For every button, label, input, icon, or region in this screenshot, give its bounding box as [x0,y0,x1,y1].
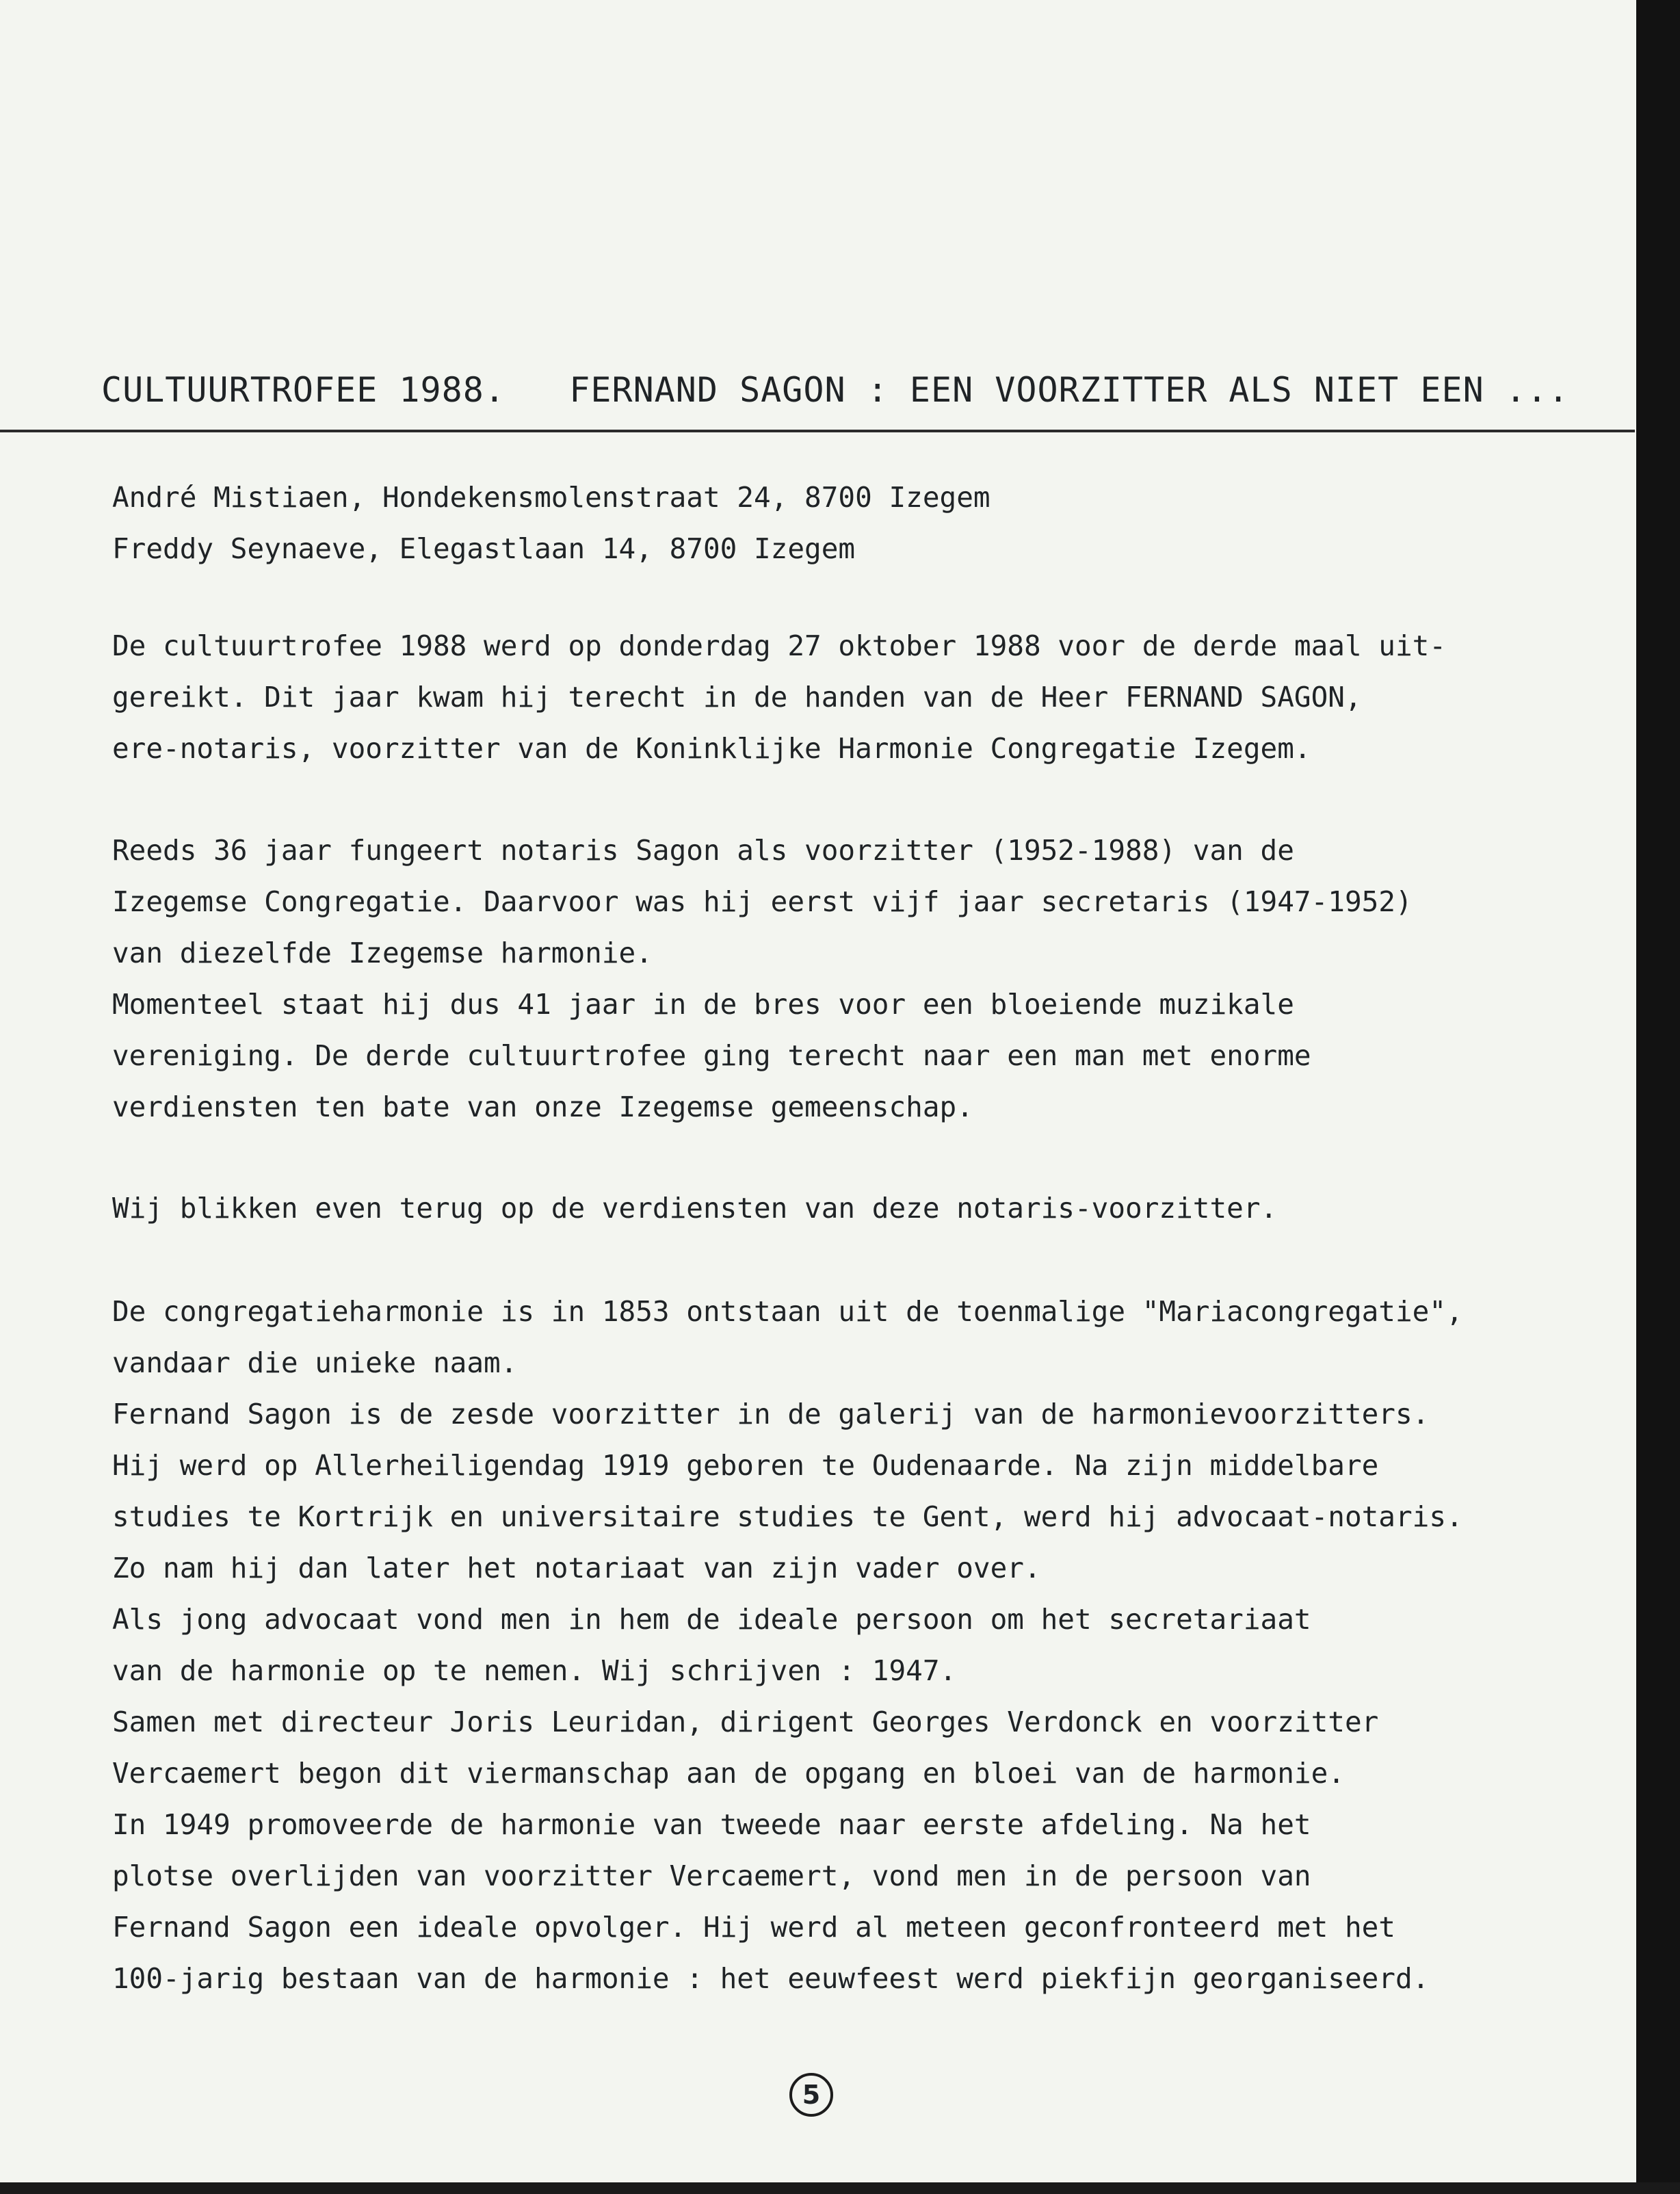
author-list [112,472,1617,575]
paragraph-lookback [112,1183,1624,1234]
text-line: verdiensten ten bate van onze Izegemse gemeenschap. [112,1091,973,1123]
title-divider [0,430,1635,432]
text-line: Samen met directeur Joris Leuridan, dirigent Georges Verdonck en voorzitter [112,1706,1379,1738]
text-line: Momenteel staat hij dus 41 jaar in de bres voor een bloeiende muzikale [112,988,1294,1021]
text-line: Reeds 36 jaar fungeert notaris Sagon als voorzitter (1952-1988) van de [112,834,1294,867]
author-line: Freddy Seynaeve, Elegastlaan 14, 8700 Izegem [112,532,856,565]
text-line: Fernand Sagon is de zesde voorzitter in de galerij van de harmonievoorzitters. [112,1398,1430,1431]
text-line: Wij blikken even terug op de verdiensten van deze notaris-voorzitter. [112,1192,1278,1225]
text-line: Vercaemert begon dit viermanschap aan de opgang en bloei van de harmonie. [112,1757,1345,1790]
text-line: De congregatieharmonie is in 1853 ontstaan uit de toenmalige "Mariacongregatie", [112,1295,1463,1328]
text-line: 100-jarig bestaan van de harmonie : het eeuwfeest werd piekfijn georganiseerd. [112,1962,1430,1995]
page-number-badge: 5 [789,2073,833,2117]
text-line: Hij werd op Allerheiligendag 1919 geboren te Oudenaarde. Na zijn middelbare [112,1449,1379,1482]
text-line: ere-notaris, voorzitter van de Koninklijke Harmonie Congregatie Izegem. [112,732,1311,765]
author-line: André Mistiaen, Hondekensmolenstraat 24, 8700 Izegem [112,481,990,514]
text-line: studies te Kortrijk en universitaire studies te Gent, werd hij advocaat-notaris. [112,1500,1463,1533]
text-line: vandaar die unieke naam. [112,1346,518,1379]
text-line: In 1949 promoveerde de harmonie van tweede naar eerste afdeling. Na het [112,1808,1311,1841]
scan-edge-bottom [0,2182,1680,2194]
text-line: gereikt. Dit jaar kwam hij terecht in de handen van de Heer FERNAND SAGON, [112,681,1362,714]
text-line: Fernand Sagon een ideale opvolger. Hij werd al meteen geconfronteerd met het [112,1911,1395,1944]
text-line: van diezelfde Izegemse harmonie. [112,937,653,969]
paragraph-history [112,1286,1624,2004]
text-line: plotse overlijden van voorzitter Vercaemert, vond men in de persoon van [112,1859,1311,1892]
scan-edge-right [1636,0,1680,2194]
text-line: van de harmonie op te nemen. Wij schrijven : 1947. [112,1654,957,1687]
text-line: De cultuurtrofee 1988 werd op donderdag 27 oktober 1988 voor de derde maal uit- [112,629,1447,662]
text-line: Zo nam hij dan later het notariaat van zijn vader over. [112,1552,1041,1584]
text-line: Als jong advocaat vond men in hem de ideale persoon om het secretariaat [112,1603,1311,1636]
paragraph-presidency [112,825,1624,1133]
page-title: CULTUURTROFEE 1988. FERNAND SAGON : EEN VOORZITTER ALS NIET EEN ... [101,370,1570,410]
paragraph-intro [112,621,1624,774]
text-line: vereniging. De derde cultuurtrofee ging terecht naar een man met enorme [112,1039,1311,1072]
text-line: Izegemse Congregatie. Daarvoor was hij eerst vijf jaar secretaris (1947-1952) [112,885,1413,918]
